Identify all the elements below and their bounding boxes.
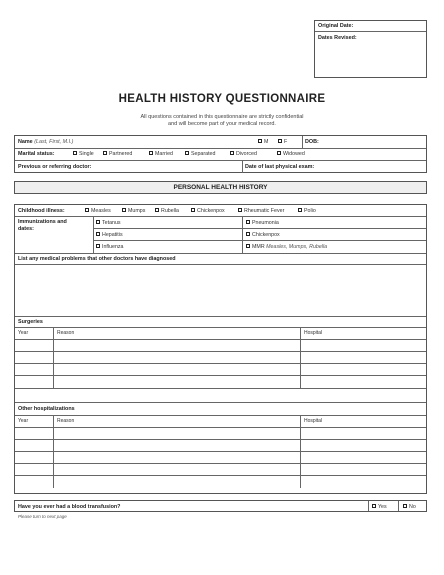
patient-info-block bbox=[14, 135, 427, 173]
blood-transfusion-question: Have you ever had a blood transfusion? bbox=[18, 503, 121, 510]
marital-option-separated[interactable]: Separated bbox=[185, 151, 215, 157]
checkbox-icon bbox=[96, 220, 100, 224]
marital-option-married[interactable]: Married bbox=[149, 151, 173, 157]
name-field[interactable] bbox=[18, 139, 73, 145]
childhood-option-chickenpox[interactable]: Chickenpox bbox=[191, 208, 225, 214]
childhood-option-measles[interactable]: Measles bbox=[85, 208, 111, 214]
checkbox-icon bbox=[96, 232, 100, 236]
checkbox-icon bbox=[372, 504, 376, 508]
hospitalizations-column-reason: Reason bbox=[57, 418, 75, 424]
immunization-option-chickenpox[interactable]: Chickenpox bbox=[246, 232, 280, 238]
surgeries-heading: Surgeries bbox=[18, 319, 43, 325]
transfusion-option-no[interactable]: No bbox=[403, 504, 416, 510]
checkbox-icon bbox=[73, 151, 77, 155]
dob-field[interactable]: DOB: bbox=[305, 139, 319, 145]
immunization-option-hepatitis[interactable]: Hepatitis bbox=[96, 232, 123, 238]
checkbox-icon bbox=[191, 208, 195, 212]
hospitalizations-table-row[interactable] bbox=[15, 476, 426, 487]
childhood-illness-label: Childhood illness: bbox=[18, 208, 65, 214]
original-date-label: Original Date: bbox=[318, 23, 354, 29]
childhood-option-mumps[interactable]: Mumps bbox=[122, 208, 145, 214]
immunization-option-mmr[interactable]: MMR Measles, Mumps, Rubella bbox=[246, 244, 327, 250]
transfusion-option-yes[interactable]: Yes bbox=[372, 504, 387, 510]
surgeries-column-reason: Reason bbox=[57, 330, 75, 336]
checkbox-icon bbox=[246, 232, 250, 236]
surgeries-table-row[interactable] bbox=[15, 352, 426, 363]
checkbox-icon bbox=[246, 220, 250, 224]
checkbox-icon bbox=[185, 151, 189, 155]
checkbox-icon bbox=[122, 208, 126, 212]
other-hospitalizations-heading: Other hospitalizations bbox=[18, 406, 75, 412]
checkbox-icon bbox=[246, 244, 250, 248]
immunization-option-tetanus[interactable]: Tetanus bbox=[96, 220, 121, 226]
medical-problems-field[interactable] bbox=[15, 265, 426, 316]
surgeries-column-hospital: Hospital bbox=[304, 330, 323, 336]
checkbox-icon bbox=[85, 208, 89, 212]
checkbox-icon bbox=[298, 208, 302, 212]
checkbox-icon bbox=[238, 208, 242, 212]
checkbox-icon bbox=[403, 504, 407, 508]
sex-option-f[interactable]: F bbox=[278, 139, 287, 145]
sex-option-m[interactable]: M bbox=[258, 139, 268, 145]
hospitalizations-table-row[interactable] bbox=[15, 440, 426, 451]
checkbox-icon bbox=[149, 151, 153, 155]
footer-note: Please turn to next page bbox=[18, 514, 67, 519]
hospitalizations-table-row[interactable] bbox=[15, 452, 426, 463]
hospitalizations-table-row[interactable] bbox=[15, 428, 426, 439]
surgeries-table-row[interactable] bbox=[15, 376, 426, 387]
checkbox-icon bbox=[278, 139, 282, 143]
marital-option-widowed[interactable]: Widowed bbox=[277, 151, 305, 157]
childhood-option-rheumatic-fever[interactable]: Rheumatic Fever bbox=[238, 208, 284, 214]
name-hint: (Last, First, M.I.) bbox=[34, 139, 74, 145]
marital-option-partnered[interactable]: Partnered bbox=[103, 151, 132, 157]
childhood-option-polio[interactable]: Polio bbox=[298, 208, 316, 214]
checkbox-icon bbox=[103, 151, 107, 155]
marital-option-single[interactable]: Single bbox=[73, 151, 94, 157]
original-date-box bbox=[314, 20, 427, 78]
page-title: HEALTH HISTORY QUESTIONNAIRE bbox=[118, 93, 326, 105]
intro-text-line-2: and will become part of your medical record. bbox=[168, 121, 276, 127]
marital-status-label: Marital status: bbox=[18, 151, 55, 157]
checkbox-icon bbox=[155, 208, 159, 212]
personal-health-history-heading: PERSONAL HEALTH HISTORY bbox=[14, 181, 427, 194]
immunization-option-pneumonia[interactable]: Pneumonia bbox=[246, 220, 279, 226]
last-physical-exam-field[interactable]: Date of last physical exam: bbox=[245, 164, 315, 170]
checkbox-icon bbox=[230, 151, 234, 155]
blood-transfusion-row bbox=[14, 500, 427, 512]
name-label: Name bbox=[18, 139, 33, 145]
immunizations-label-line-1: Immunizations and bbox=[18, 219, 67, 225]
mmr-hint: Measles, Mumps, Rubella bbox=[266, 244, 328, 250]
checkbox-icon bbox=[277, 151, 281, 155]
surgeries-table-row[interactable] bbox=[15, 340, 426, 351]
surgeries-table-row[interactable] bbox=[15, 364, 426, 375]
surgeries-column-year: Year bbox=[18, 330, 29, 336]
marital-option-divorced[interactable]: Divorced bbox=[230, 151, 257, 157]
hospitalizations-table-row[interactable] bbox=[15, 464, 426, 475]
checkbox-icon bbox=[96, 244, 100, 248]
immunizations-label-line-2: dates: bbox=[18, 226, 34, 232]
dates-revised-label: Dates Revised: bbox=[318, 35, 357, 41]
checkbox-icon bbox=[258, 139, 262, 143]
medical-problems-label: List any medical problems that other doctors have diagnosed bbox=[18, 256, 176, 262]
hospitalizations-column-year: Year bbox=[18, 418, 29, 424]
intro-text-line-1: All questions contained in this questionnaire are strictly confidential bbox=[140, 114, 304, 120]
hospitalizations-column-hospital: Hospital bbox=[304, 418, 323, 424]
personal-health-history-block bbox=[14, 204, 427, 494]
referring-doctor-field[interactable]: Previous or referring doctor: bbox=[18, 164, 92, 170]
childhood-option-rubella[interactable]: Rubella bbox=[155, 208, 179, 214]
immunization-option-influenza[interactable]: Influenza bbox=[96, 244, 124, 250]
